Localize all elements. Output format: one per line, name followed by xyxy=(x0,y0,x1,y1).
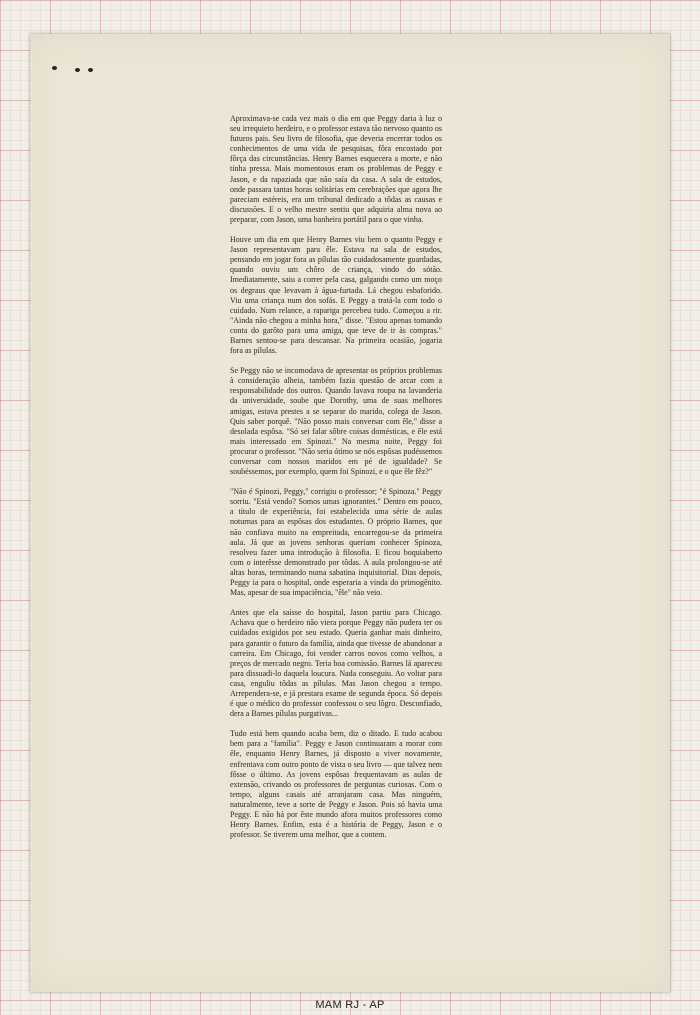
paragraph-6: Tudo está bem quando acaba bem, diz o ditado. E tudo acabou bem para a "família". Peggy e Jason continuaram a morar com êle, enquanto Henry Barnes, já disposto a viver novamente, enfrentava com outro ponto de vista o seu livro — que talvez nem fôsse o último. As jovens espôsas frequentavam as aulas de extensão, crivando os professores de perguntas curiosas. Com o tempo, alguns casais até arranjaram casa. Mas ninguém, naturalmente, teve a sorte de Peggy e Jason. Pois só havia uma Peggy. E não há por êste mundo afora muitos professores como Henry Barnes. Enfim, esta é a história de Peggy, Jason e o professor. Se tiverem uma melhor, que a contem. xyxy=(230,729,442,840)
document-sheet xyxy=(30,34,670,992)
punch-mark xyxy=(88,68,93,72)
paragraph-4: "Não é Spinozi, Peggy," corrigiu o professor; "é Spinoza." Peggy sorriu. "Está vendo? Somos umas ignorantes." Dentro em pouco, a título de experiência, foi estabelecida uma série de aulas noturnas para as espôsas dos estudantes. O próprio Barnes, que não confiava muito na empreitada, encarregou-se da primeira aula. Já que as jovens senhoras queriam conhecer Spinoza, resolveu fazer uma introdução à filosofia. E ficou boquiaberto com o interêsse demonstrado por tôdas. A aula prolongou-se até altas horas, terminando numa sabatina inquisitorial. Dias depois, Peggy ia para o hospital, onde esperaria a vinda do primogênito. Mas, apesar de sua impaciência, "êle" não veio. xyxy=(230,487,442,598)
paragraph-2: Houve um dia em que Henry Barnes viu bem o quanto Peggy e Jason representavam para êle. Estava na sala de estudos, pensando em jogar fora as pílulas tão cuidadosamente guardadas, quando ouviu um chôro de criança, vindo do sótão. Imediatamente, saiu a correr pela casa, galgando como um moço os degraus que levavam à água-furtada. Lá chegou esbaforido. Viu uma criança num dos sofás. E Peggy a tratá-la com todo o cuidado. Num relance, a rapariga percebeu tudo. Começou a rir. "Ainda não chegou a minha hora," disse. "Estou apenas tomando conta do garôto para uma amiga, que teve de ir às compras." Barnes sentou-se para descansar. Na primeira ocasião, jogaria fora as pílulas. xyxy=(230,235,442,356)
article-text xyxy=(230,114,442,850)
archive-stamp: MAM RJ - AP xyxy=(315,999,385,1011)
punch-mark xyxy=(52,66,57,70)
paragraph-3: Se Peggy não se incomodava de apresentar os próprios problemas à consideração alheia, também fazia questão de arcar com a responsabilidade dos outros. Quando lavava roupa na lavanderia da universidade, soube que Dorothy, uma de suas melhores amigas, estava prestes a se separar do marido, colega de Jason. Quis saber porquê. "Não posso mais conversar com êle," disse a desolada espôsa. "Só sei falar sôbre coisas domésticas, e êle está mais interessado em Spinozi." Na mesma noite, Peggy foi procurar o professor. "Não seria ótimo se nós espôsas pudéssemos conversar com nossos maridos em pé de igualdade? Se soubéssemos, por exemplo, quem foi Spinozi, e o que êle fêz?" xyxy=(230,366,442,477)
punch-mark xyxy=(75,68,80,72)
paragraph-1: Aproximava-se cada vez mais o dia em que Peggy daria à luz o seu irrequieto herdeiro, e o professor estava tão nervoso quanto os futuros pais. Seu livro de filosofia, que deveria encerrar todos os conhecimentos de uma vida de pesquisas, fôra encostado por fôrça das circunstâncias. Henry Barnes esquecera a morte, e não tinha pressa. Mais momentosos eram os problemas de Peggy e Jason, e da rapaziada que não saía da casa. A sala de estudos, onde passara tantas horas solitárias em cerebrações que agora lhe pareciam estéreis, era um tribunal dedicado a tôdas as causas e discussões. E o velho mestre sentiu que adquiria alma nova ao preparar, com Jason, uma banheira portátil para o que vinha. xyxy=(230,114,442,224)
paragraph-5: Antes que ela saísse do hospital, Jason partiu para Chicago. Achava que o herdeiro não viera porque Peggy não pudera ter os cuidados exigidos por seu estado. Queria ganhar mais dinheiro, para garantir o futuro da família, ainda que tivesse de abandonar a carreira. Em Chicago, foi vender carros novos como velhos, a preços de mercado negro. Teria boa comissão. Barnes lá apareceu para dissuadi-lo daquela loucura. Nada conseguiu. Ao voltar para casa, enguliu tôdas as pílulas. Mas Jason chegou a tempo. Arrependera-se, e já prestara exame de segunda época. Só depois é que o médico do professor confessou o seu lôgro. Desconfiado, dera a Barnes pílulas purgativas... xyxy=(230,608,442,719)
